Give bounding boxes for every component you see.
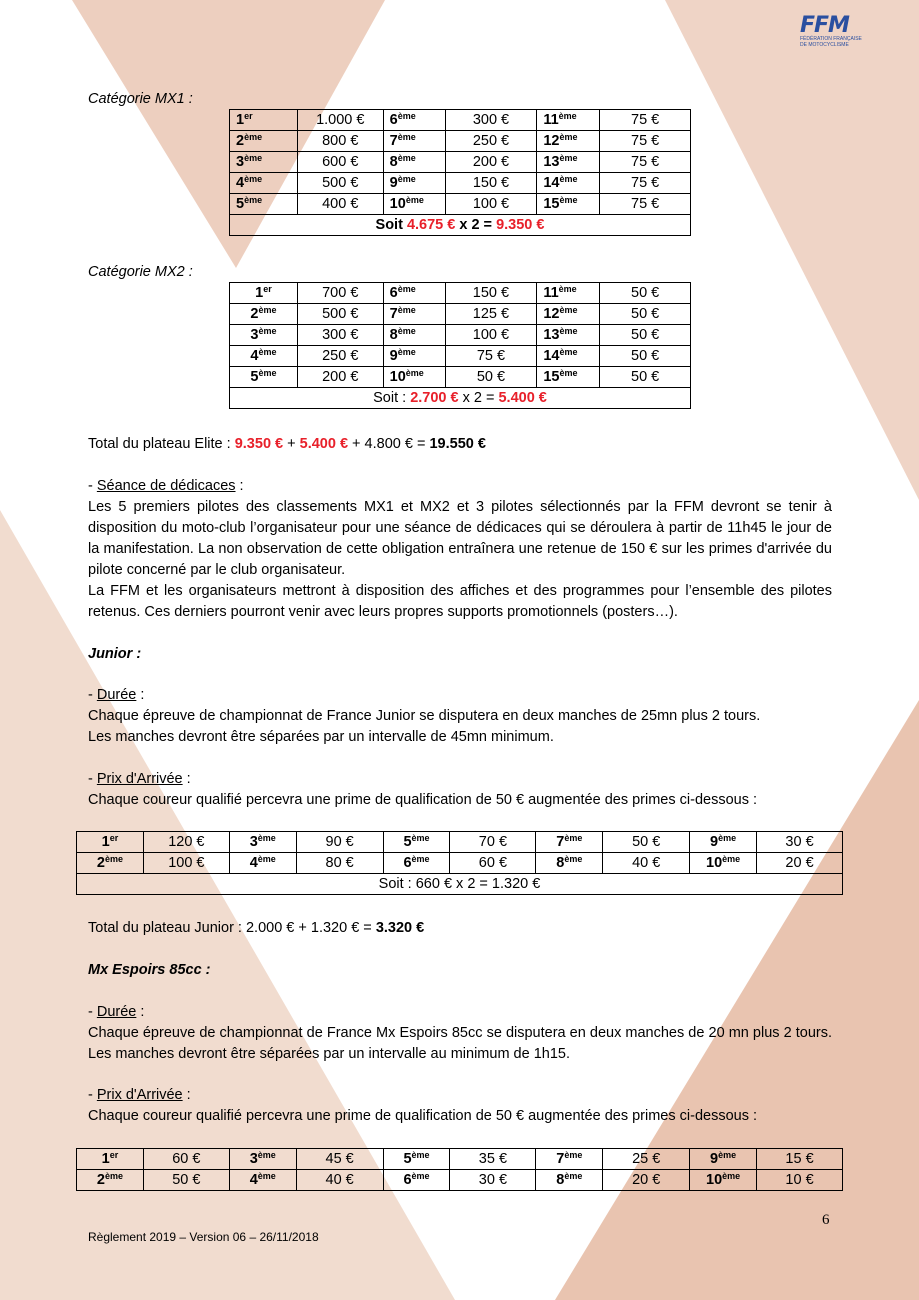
- junior-duree: [88, 685, 832, 748]
- amount-cell: 90 €: [296, 832, 383, 853]
- rank-cell: 13ème: [537, 325, 600, 346]
- rank-cell: 2ème: [230, 131, 298, 152]
- espoirs-prix: [88, 1085, 832, 1127]
- junior-duree-line-2: Les manches devront être séparées par un intervalle de 45mn minimum.: [88, 729, 554, 745]
- rank-cell: 6ème: [383, 110, 445, 131]
- rank-cell: 5ème: [230, 194, 298, 215]
- table-row: [230, 304, 691, 325]
- rank-cell: 10ème: [383, 367, 445, 388]
- junior-prix: [88, 769, 832, 811]
- rank-cell: 3ème: [230, 325, 298, 346]
- rank-cell: 6ème: [383, 283, 445, 304]
- ffm-logo: [800, 13, 866, 48]
- rank-cell: 4ème: [230, 346, 298, 367]
- amount-cell: 70 €: [450, 832, 536, 853]
- mx1-heading: Catégorie MX1 :: [88, 91, 193, 107]
- rank-cell: 9ème: [383, 346, 445, 367]
- amount-cell: 50 €: [600, 304, 691, 325]
- junior-prize-table: [76, 831, 843, 895]
- table-row: [230, 173, 691, 194]
- amount-cell: 50 €: [143, 1170, 229, 1191]
- amount-cell: 50 €: [600, 325, 691, 346]
- page-number: 6: [822, 1212, 830, 1228]
- amount-cell: 125 €: [445, 304, 537, 325]
- rank-cell: 5ème: [230, 367, 298, 388]
- junior-heading: Junior :: [88, 646, 142, 662]
- rank-cell: 8ème: [536, 853, 603, 874]
- espoirs-prize-table: [76, 1148, 843, 1191]
- amount-cell: 800 €: [297, 131, 383, 152]
- junior-plateau-total: Total du plateau Junior : 2.000 € + 1.320 € = 3.320 €: [88, 920, 425, 936]
- table-row: [230, 283, 691, 304]
- espoirs-prix-heading: - Prix d'Arrivée :: [88, 1087, 191, 1103]
- espoirs-heading: Mx Espoirs 85cc :: [88, 962, 211, 978]
- rank-cell: 15ème: [537, 367, 600, 388]
- logo-mark: FFM: [800, 13, 849, 38]
- table-row: [230, 367, 691, 388]
- amount-cell: 50 €: [445, 367, 537, 388]
- mx2-heading: Catégorie MX2 :: [88, 264, 193, 280]
- amount-cell: 60 €: [450, 853, 536, 874]
- espoirs-prix-line: Chaque coureur qualifié percevra une prime de qualification de 50 € augmentée des primes ci-dessous :: [88, 1108, 758, 1124]
- mx2-total: Soit : 2.700 € x 2 = 5.400 €: [230, 388, 691, 409]
- junior-prix-heading: - Prix d'Arrivée :: [88, 771, 191, 787]
- rank-cell: 2ème: [230, 304, 298, 325]
- rank-cell: 13ème: [537, 152, 600, 173]
- rank-cell: 11ème: [537, 110, 600, 131]
- rank-cell: 4ème: [229, 1170, 296, 1191]
- amount-cell: 200 €: [297, 367, 383, 388]
- amount-cell: 75 €: [600, 110, 691, 131]
- rank-cell: 10ème: [690, 853, 757, 874]
- mx1-prize-table: [229, 109, 691, 236]
- amount-cell: 60 €: [143, 1149, 229, 1170]
- amount-cell: 15 €: [757, 1149, 843, 1170]
- amount-cell: 40 €: [603, 853, 690, 874]
- dedicaces-section: [88, 476, 832, 623]
- table-row: [230, 346, 691, 367]
- elite-total: Total du plateau Elite : 9.350 € + 5.400 € + 4.800 € = 19.550 €: [88, 436, 486, 452]
- mx2-prize-table: [229, 282, 691, 409]
- rank-cell: 3ème: [229, 832, 296, 853]
- rank-cell: 6ème: [383, 1170, 450, 1191]
- espoirs-duree: [88, 1002, 832, 1065]
- rank-cell: 7ème: [536, 1149, 603, 1170]
- junior-duree-line-1: Chaque épreuve de championnat de France Junior se disputera en deux manches de 25mn plus 2 tours.: [88, 708, 761, 724]
- rank-cell: 3ème: [229, 1149, 296, 1170]
- dedicaces-paragraph-1: Les 5 premiers pilotes des classements MX1 et MX2 et 3 pilotes sélectionnés par la FFM devront se tenir à disposition du moto-club l’organisateur pour une séance de dédicaces qui se déroulera à partir de 11h45 le jour de la manifestation. La non observation de cette obligation entraînera une retenue de 150 € sur les primes d'arrivée du pilote concerné par le club organisateur.: [88, 499, 832, 578]
- amount-cell: 75 €: [445, 346, 537, 367]
- table-row: [230, 152, 691, 173]
- amount-cell: 50 €: [600, 346, 691, 367]
- rank-cell: 1er: [77, 1149, 144, 1170]
- rank-cell: 2ème: [77, 853, 144, 874]
- amount-cell: 300 €: [297, 325, 383, 346]
- amount-cell: 150 €: [445, 283, 537, 304]
- rank-cell: 8ème: [536, 1170, 603, 1191]
- rank-cell: 4ème: [229, 853, 296, 874]
- rank-cell: 7ème: [383, 304, 445, 325]
- junior-prix-line: Chaque coureur qualifié percevra une prime de qualification de 50 € augmentée des primes ci-dessous :: [88, 792, 758, 808]
- amount-cell: 100 €: [143, 853, 229, 874]
- dedicaces-paragraph-2: La FFM et les organisateurs mettront à disposition des affiches et des programmes pour l’ensemble des pilotes retenus. Ces derniers pourront venir avec leurs propres supports promotionnels (posters…).: [88, 583, 832, 620]
- table-row: [230, 194, 691, 215]
- mx1-total: Soit 4.675 € x 2 = 9.350 €: [230, 215, 691, 236]
- rank-cell: 1er: [230, 283, 298, 304]
- amount-cell: 75 €: [600, 173, 691, 194]
- rank-cell: 1er: [77, 832, 144, 853]
- rank-cell: 3ème: [230, 152, 298, 173]
- amount-cell: 25 €: [603, 1149, 690, 1170]
- amount-cell: 100 €: [445, 194, 537, 215]
- junior-duree-heading: - Durée :: [88, 687, 145, 703]
- table-row: [77, 1149, 843, 1170]
- amount-cell: 20 €: [603, 1170, 690, 1191]
- amount-cell: 40 €: [296, 1170, 383, 1191]
- rank-cell: 5ème: [383, 832, 450, 853]
- rank-cell: 9ème: [690, 832, 757, 853]
- rank-cell: 4ème: [230, 173, 298, 194]
- rank-cell: 8ème: [383, 325, 445, 346]
- amount-cell: 20 €: [757, 853, 843, 874]
- rank-cell: 11ème: [537, 283, 600, 304]
- amount-cell: 50 €: [600, 283, 691, 304]
- amount-cell: 75 €: [600, 194, 691, 215]
- rank-cell: 5ème: [383, 1149, 450, 1170]
- rank-cell: 9ème: [383, 173, 445, 194]
- amount-cell: 30 €: [450, 1170, 536, 1191]
- amount-cell: 120 €: [143, 832, 229, 853]
- amount-cell: 600 €: [297, 152, 383, 173]
- amount-cell: 500 €: [297, 173, 383, 194]
- junior-total: Soit : 660 € x 2 = 1.320 €: [77, 874, 843, 895]
- table-row: [230, 110, 691, 131]
- amount-cell: 250 €: [445, 131, 537, 152]
- rank-cell: 1er: [230, 110, 298, 131]
- espoirs-duree-heading: - Durée :: [88, 1004, 145, 1020]
- amount-cell: 80 €: [296, 853, 383, 874]
- rank-cell: 12ème: [537, 131, 600, 152]
- table-row: [77, 832, 843, 853]
- amount-cell: 75 €: [600, 131, 691, 152]
- rank-cell: 10ème: [383, 194, 445, 215]
- amount-cell: 700 €: [297, 283, 383, 304]
- table-row: [230, 131, 691, 152]
- amount-cell: 100 €: [445, 325, 537, 346]
- espoirs-duree-text: Chaque épreuve de championnat de France Mx Espoirs 85cc se disputera en deux manches de 20 mn plus 2 tours. Les manches devront être séparées par un intervalle au minimum de 1h15.: [88, 1025, 832, 1062]
- amount-cell: 400 €: [297, 194, 383, 215]
- amount-cell: 200 €: [445, 152, 537, 173]
- rank-cell: 12ème: [537, 304, 600, 325]
- rank-cell: 9ème: [690, 1149, 757, 1170]
- amount-cell: 45 €: [296, 1149, 383, 1170]
- dedicaces-heading: - Séance de dédicaces :: [88, 478, 244, 494]
- amount-cell: 50 €: [600, 367, 691, 388]
- amount-cell: 50 €: [603, 832, 690, 853]
- table-row: [77, 1170, 843, 1191]
- table-row: [230, 325, 691, 346]
- amount-cell: 500 €: [297, 304, 383, 325]
- amount-cell: 10 €: [757, 1170, 843, 1191]
- amount-cell: 250 €: [297, 346, 383, 367]
- amount-cell: 35 €: [450, 1149, 536, 1170]
- rank-cell: 7ème: [536, 832, 603, 853]
- rank-cell: 2ème: [77, 1170, 144, 1191]
- amount-cell: 1.000 €: [297, 110, 383, 131]
- amount-cell: 30 €: [757, 832, 843, 853]
- logo-tagline: FÉDÉRATION FRANÇAISE DE MOTOCYCLISME: [800, 36, 862, 48]
- rank-cell: 14ème: [537, 346, 600, 367]
- rank-cell: 10ème: [690, 1170, 757, 1191]
- rank-cell: 14ème: [537, 173, 600, 194]
- table-row: [77, 853, 843, 874]
- footer-version: Règlement 2019 – Version 06 – 26/11/2018: [88, 1230, 319, 1244]
- rank-cell: 6ème: [383, 853, 450, 874]
- amount-cell: 300 €: [445, 110, 537, 131]
- rank-cell: 7ème: [383, 131, 445, 152]
- rank-cell: 8ème: [383, 152, 445, 173]
- rank-cell: 15ème: [537, 194, 600, 215]
- amount-cell: 75 €: [600, 152, 691, 173]
- amount-cell: 150 €: [445, 173, 537, 194]
- triangle-top-right: [665, 0, 919, 500]
